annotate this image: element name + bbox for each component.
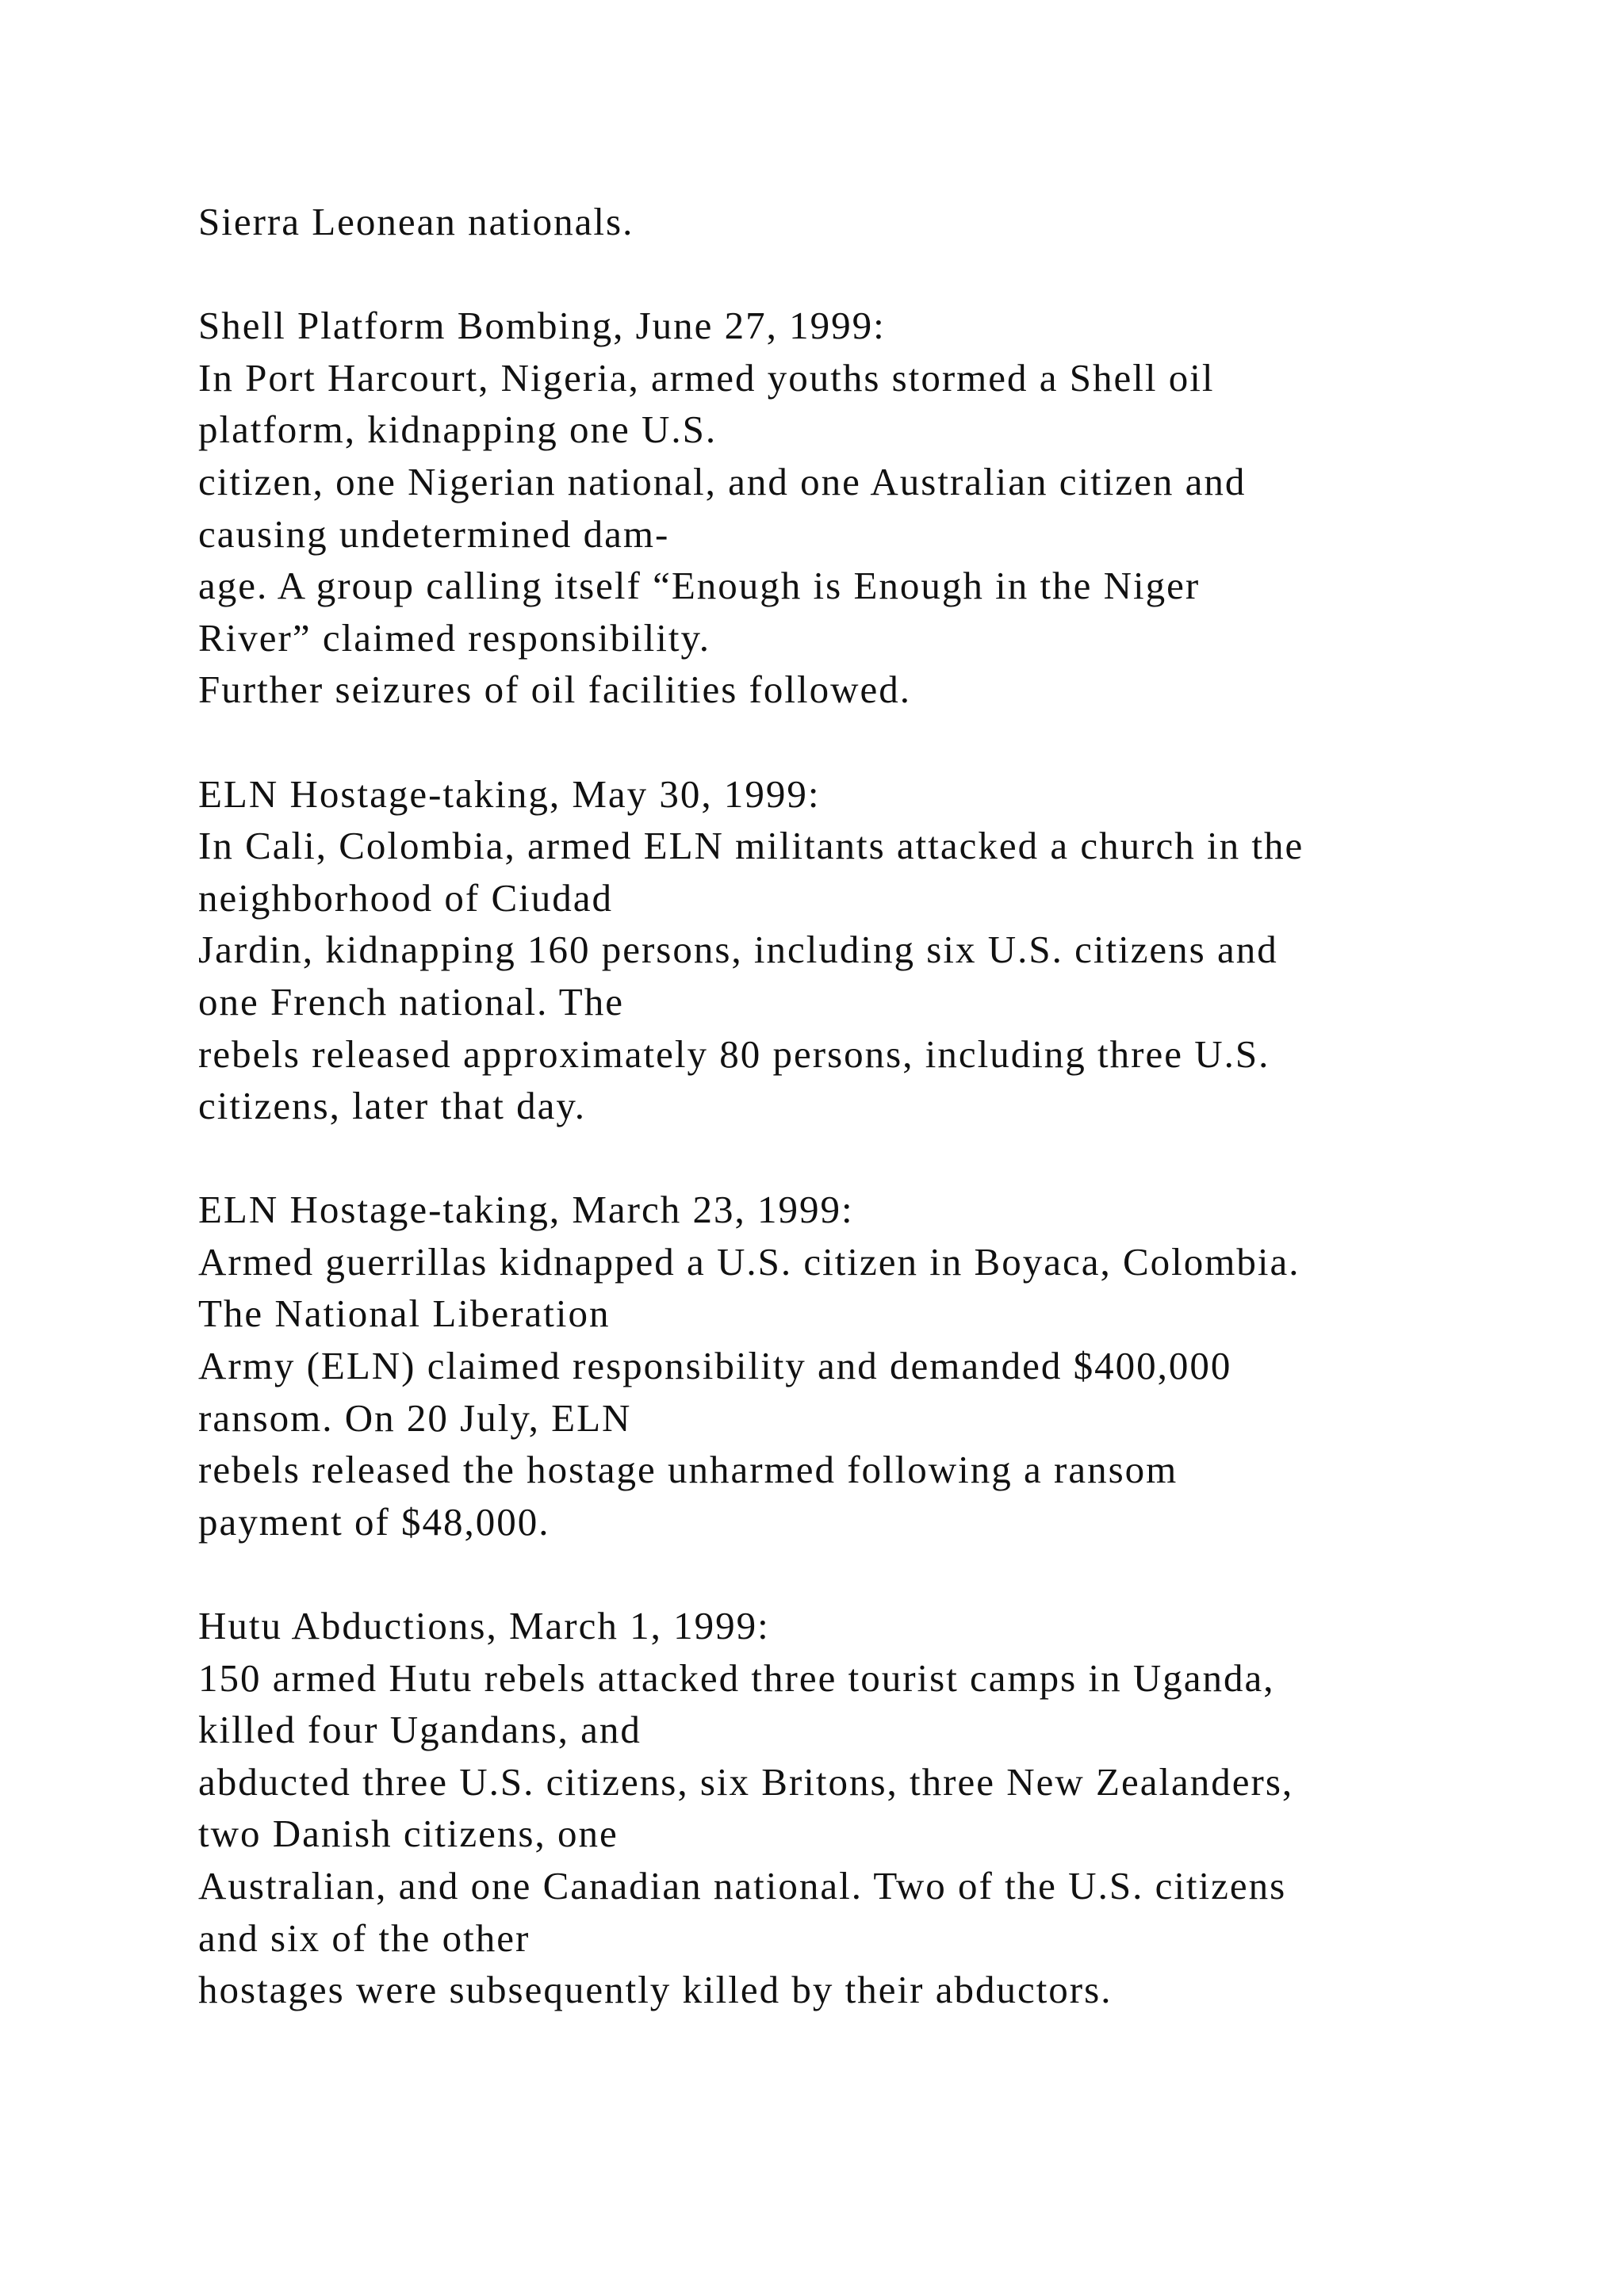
entry-hutu-abductions — [198, 1600, 1546, 2016]
entry-shell-platform-bombing — [198, 300, 1546, 716]
entry-heading: ELN Hostage-taking, May 30, 1999: — [198, 771, 821, 816]
entry-line: River” claimed responsibility. — [198, 615, 711, 660]
entry-line: Further seizures of oil facilities followed. — [198, 668, 911, 712]
paragraph-gap — [198, 248, 1546, 300]
entry-line: ransom. On 20 July, ELN — [198, 1395, 632, 1440]
entry-line: hostages were subsequently killed by their abductors. — [198, 1968, 1113, 2012]
intro-line: Sierra Leonean nationals. — [198, 200, 634, 243]
paragraph-gap — [198, 716, 1546, 768]
entry-eln-hostage-taking-march — [198, 1184, 1546, 1548]
entry-line: payment of $48,000. — [198, 1499, 550, 1544]
entry-line: citizens, later that day. — [198, 1084, 586, 1128]
entry-line: Jardin, kidnapping 160 persons, including six U.S. citizens and — [198, 928, 1278, 972]
entry-line: Army (ELN) claimed responsibility and demanded $400,000 — [198, 1344, 1232, 1388]
entry-line: 150 armed Hutu rebels attacked three tourist camps in Uganda, — [198, 1655, 1275, 1700]
entry-heading: ELN Hostage-taking, March 23, 1999: — [198, 1188, 854, 1232]
paragraph-gap — [198, 1548, 1546, 1600]
entry-line: The National Liberation — [198, 1292, 611, 1336]
entry-line: and six of the other — [198, 1915, 530, 1960]
entry-heading: Shell Platform Bombing, June 27, 1999: — [198, 304, 886, 348]
entry-line: Australian, and one Canadian national. Two of the U.S. citizens — [198, 1864, 1287, 1908]
entry-line: abducted three U.S. citizens, six Britons, three New Zealanders, — [198, 1759, 1294, 1804]
entry-line: rebels released approximately 80 persons, including three U.S. — [198, 1031, 1270, 1076]
entry-line: rebels released the hostage unharmed following a ransom — [198, 1448, 1178, 1492]
entry-line: neighborhood of Ciudad — [198, 875, 614, 920]
entry-line: In Cali, Colombia, armed ELN militants attacked a church in the — [198, 824, 1304, 868]
entry-line: two Danish citizens, one — [198, 1812, 619, 1856]
entry-line: platform, kidnapping one U.S. — [198, 408, 718, 452]
entry-line: killed four Ugandans, and — [198, 1708, 642, 1752]
paragraph-gap — [198, 1132, 1546, 1184]
entry-line: one French national. The — [198, 979, 624, 1024]
entry-line: In Port Harcourt, Nigeria, armed youths stormed a Shell oil — [198, 355, 1215, 400]
entry-line: Armed guerrillas kidnapped a U.S. citizen in Boyaca, Colombia. — [198, 1239, 1300, 1284]
document-page — [198, 196, 1546, 2016]
entry-eln-hostage-taking-may — [198, 768, 1546, 1132]
entry-heading: Hutu Abductions, March 1, 1999: — [198, 1604, 770, 1648]
entry-line: age. A group calling itself “Enough is Enough in the Niger — [198, 564, 1201, 608]
entry-line: causing undetermined dam- — [198, 511, 670, 556]
entry-line: citizen, one Nigerian national, and one Australian citizen and — [198, 459, 1247, 503]
